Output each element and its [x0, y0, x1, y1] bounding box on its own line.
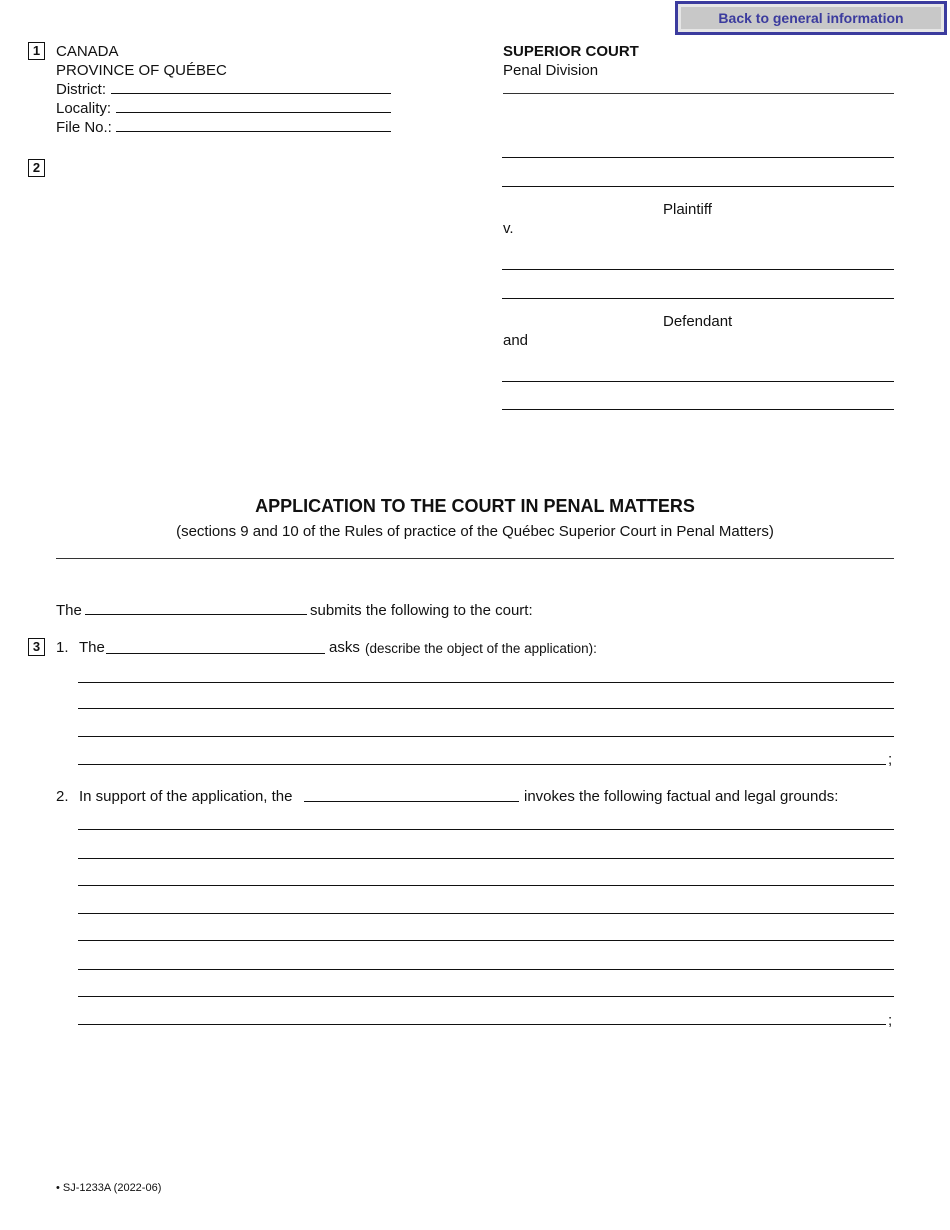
- item-2-grounds-line-2[interactable]: [78, 840, 894, 859]
- file-number-field[interactable]: [116, 113, 391, 132]
- other-party-line-1[interactable]: [502, 363, 894, 382]
- item-1-object-line-2[interactable]: [78, 690, 894, 709]
- form-code: • SJ-1233A (2022-06): [56, 1182, 162, 1194]
- defendant-name-line-1[interactable]: [502, 251, 894, 270]
- item-1-the-label: The: [79, 639, 105, 656]
- intro-the-label: The: [56, 602, 82, 619]
- item-2-grounds-line-7[interactable]: [78, 978, 894, 997]
- province-label: PROVINCE OF QUÉBEC: [56, 62, 227, 79]
- section-marker-3: 3: [28, 638, 45, 656]
- item-2-grounds-line-4[interactable]: [78, 895, 894, 914]
- court-division: Penal Division: [503, 62, 599, 79]
- plaintiff-name-line-1[interactable]: [502, 139, 894, 158]
- document-title: APPLICATION TO THE COURT IN PENAL MATTERS: [255, 496, 695, 516]
- item-1-party-field[interactable]: [106, 635, 325, 654]
- and-label: and: [503, 332, 529, 349]
- applicant-field[interactable]: [85, 596, 307, 615]
- item-2-grounds-line-8[interactable]: [78, 1006, 886, 1025]
- defendant-name-line-2[interactable]: [502, 280, 894, 299]
- file-number-label: File No.:: [56, 119, 112, 136]
- versus-label: v.: [503, 220, 514, 237]
- country-label: CANADA: [56, 43, 119, 60]
- plaintiff-name-line-2[interactable]: [502, 168, 894, 187]
- court-name: SUPERIOR COURT: [503, 43, 639, 60]
- item-1-asks-label: asks: [329, 639, 360, 656]
- item-2-number: 2.: [56, 788, 69, 805]
- intro-rest-label: submits the following to the court:: [310, 602, 533, 619]
- district-field[interactable]: [111, 75, 391, 94]
- title-divider: [56, 558, 894, 559]
- back-to-general-information-button[interactable]: [675, 1, 947, 35]
- document-subtitle: (sections 9 and 10 of the Rules of practice of the Québec Superior Court in Penal Matters): [176, 523, 774, 540]
- item-2-grounds-line-1[interactable]: [78, 811, 894, 830]
- district-label: District:: [56, 81, 106, 98]
- back-button-label: Back to general information: [681, 7, 941, 29]
- section-marker-2: 2: [28, 159, 45, 177]
- item-2-rest-label: invokes the following factual and legal grounds:: [524, 788, 839, 805]
- other-party-line-2[interactable]: [502, 391, 894, 410]
- item-2-grounds-line-6[interactable]: [78, 951, 894, 970]
- item-2-party-field[interactable]: [304, 783, 519, 802]
- item-2-lead-label: In support of the application, the: [79, 788, 293, 805]
- item-2-semicolon: ;: [888, 1012, 893, 1029]
- item-2-grounds-line-5[interactable]: [78, 922, 894, 941]
- defendant-label: Defendant: [663, 313, 733, 330]
- section-marker-1: 1: [28, 42, 45, 60]
- item-1-object-line-4[interactable]: [78, 746, 886, 765]
- divider: [503, 93, 894, 94]
- item-1-semicolon: ;: [888, 751, 893, 768]
- item-1-object-line-3[interactable]: [78, 718, 894, 737]
- item-1-object-line-1[interactable]: [78, 664, 894, 683]
- item-1-number: 1.: [56, 639, 69, 656]
- locality-label: Locality:: [56, 100, 112, 117]
- plaintiff-label: Plaintiff: [663, 201, 712, 218]
- item-2-grounds-line-3[interactable]: [78, 867, 894, 886]
- locality-field[interactable]: [116, 94, 391, 113]
- item-1-hint: (describe the object of the application):: [365, 641, 597, 656]
